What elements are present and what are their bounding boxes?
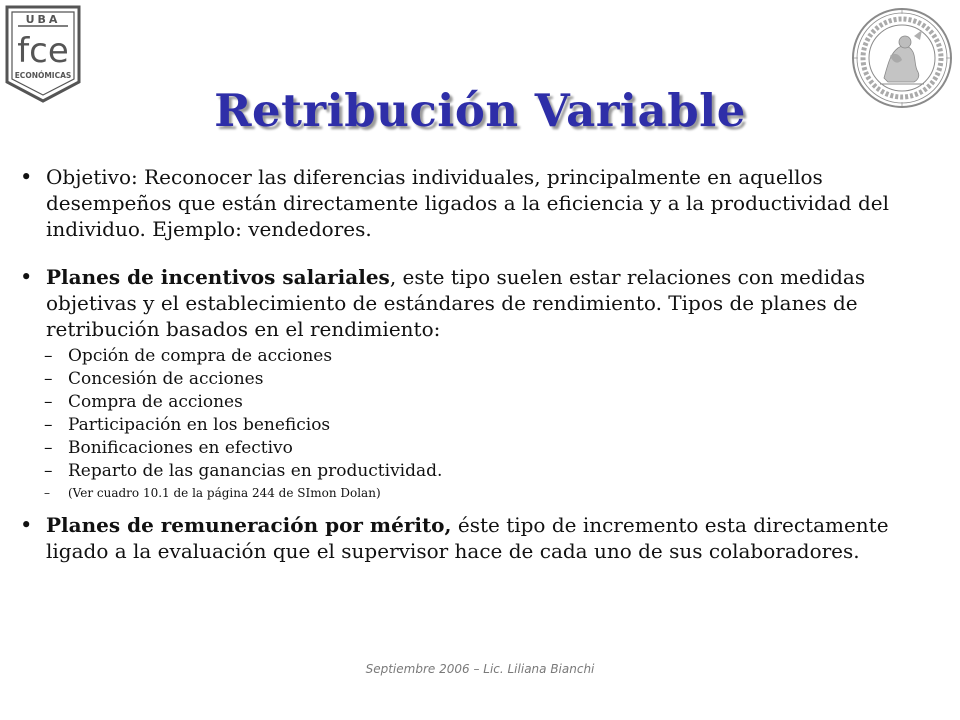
dash-glyph: – [44, 369, 53, 389]
sub-item-text: Reparto de las ganancias en productividad. [68, 461, 443, 481]
dash-glyph: – [44, 415, 53, 435]
bullet-text: Objetivo: Reconocer las diferencias individuales, principalmente en aquellos desempeños que están directamente ligados a la eficiencia y a la productividad del individuo. Ejemplo: vendedores. [46, 165, 889, 241]
bullet-text [46, 264, 940, 342]
bullet-glyph: • [20, 513, 33, 537]
slide-title: Retribución Variable [214, 84, 746, 137]
logo-bottom-text: ECONÓMICAS [14, 71, 72, 80]
bullet-bold-text: Planes de incentivos salariales [46, 265, 390, 289]
dash-glyph: – [44, 486, 50, 500]
dash-glyph: – [44, 438, 53, 458]
dash-glyph: – [44, 392, 53, 412]
sub-item-text: Concesión de acciones [68, 369, 264, 389]
dash-glyph: – [44, 346, 53, 366]
bullet-body-text: éste tipo de incremento esta directamente ligado a la evaluación que el supervisor hace de cada uno de sus colaboradores. [46, 513, 889, 563]
sub-item-text: Bonificaciones en efectivo [68, 438, 293, 458]
bullet-body-text: , este tipo suelen estar relaciones con medidas objetivas y el establecimiento de estándares de rendimiento. Tipos de planes de retribución basados en el rendimiento: [46, 265, 866, 341]
logo-main-text: fce [17, 31, 69, 71]
bullet-glyph: • [20, 265, 33, 289]
sub-item-text: Opción de compra de acciones [68, 346, 333, 366]
slide-footer: Septiembre 2006 – Lic. Liliana Bianchi [365, 662, 595, 676]
dash-glyph: – [44, 461, 53, 481]
bullet-glyph: • [20, 165, 33, 189]
logo-top-text: UBA [25, 13, 61, 26]
sub-item-text: Compra de acciones [68, 392, 243, 412]
bullet-text [46, 512, 940, 564]
bullet-bold-text: Planes de remuneración por mérito, [46, 513, 452, 537]
sub-item-text: Participación en los beneficios [68, 415, 331, 435]
sub-item-note-text: (Ver cuadro 10.1 de la página 244 de SImon Dolan) [68, 486, 381, 500]
